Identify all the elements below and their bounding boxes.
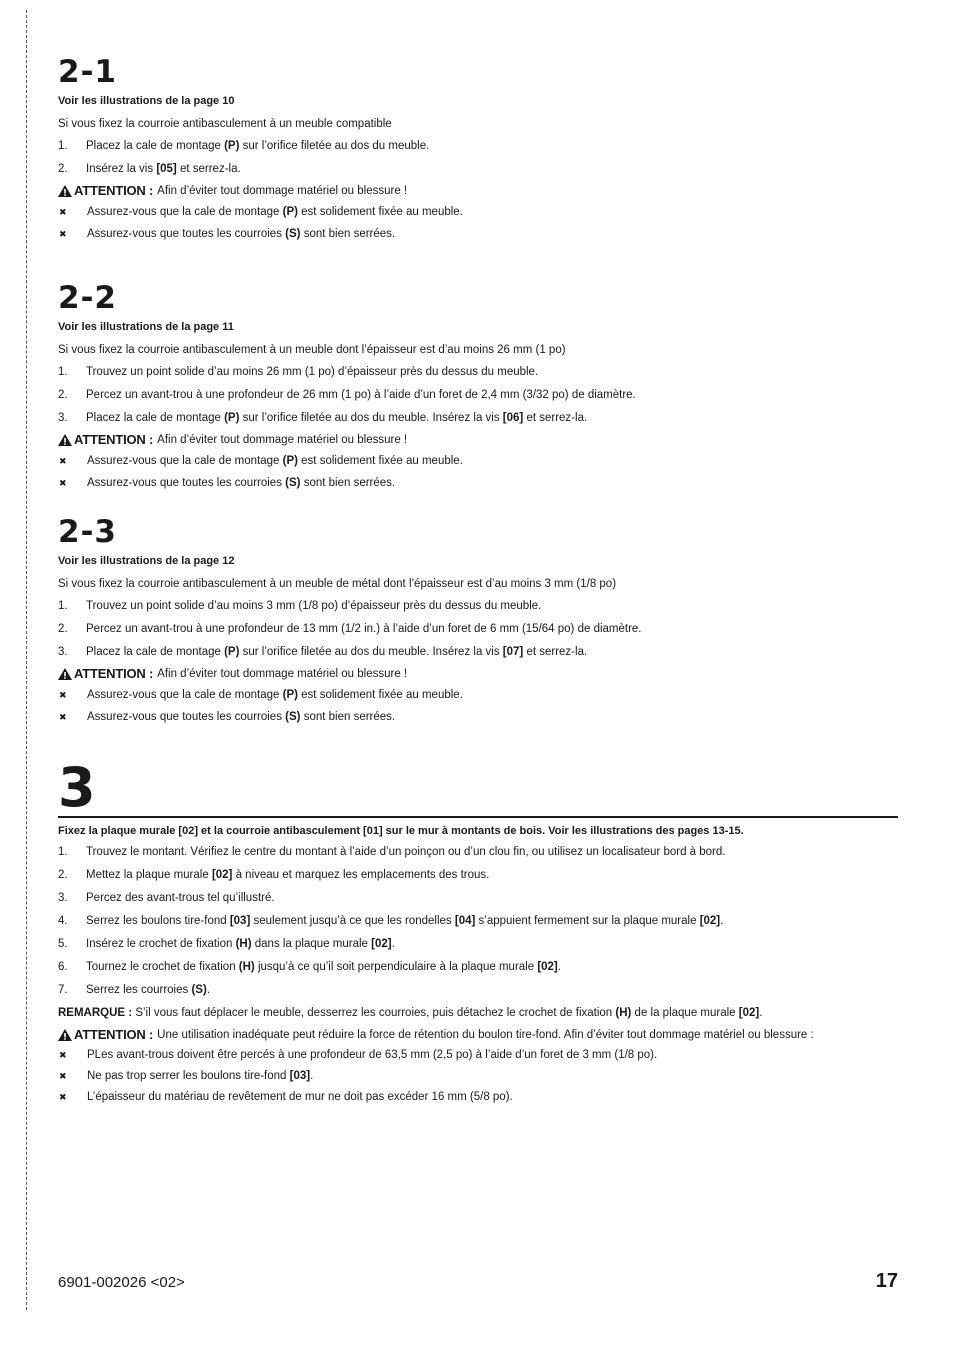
bullet-text: Assurez-vous que toutes les courroies (S) sont bien serrées. [87, 228, 396, 240]
attention-label: ATTENTION : [74, 432, 154, 447]
bullet-item [58, 1069, 898, 1083]
section-title: 3 [58, 756, 96, 819]
bullet-item [58, 1048, 898, 1062]
bullet-item [58, 227, 898, 241]
step-item [58, 868, 898, 882]
step-item [58, 599, 898, 613]
bullet-text: L’épaisseur du matériau de revêtement de mur ne doit pas excéder 16 mm (5/8 po). [87, 1091, 513, 1103]
attention-notice [58, 667, 898, 681]
warning-triangle-icon [58, 1029, 72, 1041]
step-text: Placez la cale de montage (P) sur l’orifice filetée au dos du meuble. Insérez la vis [06] et serrez-la. [86, 412, 588, 424]
bullet-item [58, 454, 898, 468]
step-text: Insérez le crochet de fixation (H) dans la plaque murale [02]. [86, 938, 395, 950]
step-number: 6. [58, 961, 68, 973]
bullet-item [58, 688, 898, 702]
section-title: 2-3 [58, 514, 118, 550]
attention-label: ATTENTION : [74, 666, 154, 681]
step-number: 3. [58, 892, 68, 904]
cross-bullet-icon: ✖ [59, 690, 67, 700]
step-item [58, 622, 898, 636]
step-text: Trouvez un point solide d’au moins 3 mm (1/8 po) d’épaisseur près du dessus du meuble. [86, 600, 542, 612]
step-number: 2. [58, 869, 68, 881]
step-number: 1. [58, 846, 68, 858]
step-text: Insérez la vis [05] et serrez-la. [86, 163, 241, 175]
section-2-1 [58, 54, 898, 241]
step-number: 7. [58, 984, 68, 996]
section-title: 2-2 [58, 280, 118, 316]
step-item [58, 162, 898, 176]
step-item [58, 891, 898, 905]
attention-notice [58, 433, 898, 447]
attention-text: Afin d’éviter tout dommage matériel ou blessure ! [157, 434, 408, 446]
step-item [58, 937, 898, 951]
section-intro: Si vous fixez la courroie antibasculement à un meuble dont l’épaisseur est d’au moins 26 mm (1 po) [58, 344, 566, 356]
step-number: 1. [58, 140, 68, 152]
section-subtitle: Voir les illustrations de la page 12 [58, 555, 235, 567]
step-text: Trouvez un point solide d’au moins 26 mm (1 po) d’épaisseur près du dessus du meuble. [86, 366, 539, 378]
attention-label: ATTENTION : [74, 1027, 154, 1042]
bullet-item [58, 476, 898, 490]
attention-text: Afin d’éviter tout dommage matériel ou blessure ! [157, 668, 408, 680]
section-title: 2-1 [58, 54, 118, 90]
step-number: 1. [58, 600, 68, 612]
step-number: 5. [58, 938, 68, 950]
step-item [58, 983, 898, 997]
step-text: Percez des avant-trous tel qu’illustré. [86, 892, 275, 904]
bullet-text: PLes avant-trous doivent être percés à une profondeur de 63,5 mm (2,5 po) à l’aide d’un foret de 3 mm (1/8 po). [87, 1049, 658, 1061]
step-text: Placez la cale de montage (P) sur l’orifice filetée au dos du meuble. Insérez la vis [07] et serrez-la. [86, 646, 588, 658]
bullet-text: Assurez-vous que la cale de montage (P) est solidement fixée au meuble. [87, 689, 463, 701]
attention-notice [58, 1028, 898, 1042]
bullet-text: Assurez-vous que la cale de montage (P) est solidement fixée au meuble. [87, 206, 463, 218]
section-subtitle: Fixez la plaque murale [02] et la courroie antibasculement [01] sur le mur à montants de bois. Voir les illustrations des pages 13-15. [58, 825, 744, 837]
cut-line [26, 10, 27, 1310]
step-text: Trouvez le montant. Vérifiez le centre du montant à l’aide d’un poinçon ou d’un clou fin, ou utilisez un localisateur bord à bord. [86, 846, 726, 858]
warning-triangle-icon [58, 668, 72, 680]
section-subtitle: Voir les illustrations de la page 11 [58, 321, 234, 333]
cross-bullet-icon: ✖ [59, 712, 67, 722]
cross-bullet-icon: ✖ [59, 1050, 67, 1060]
step-number: 4. [58, 915, 68, 927]
document-number: 6901-002026 <02> [58, 1274, 185, 1291]
section-2-3 [58, 514, 898, 724]
cross-bullet-icon: ✖ [59, 1092, 67, 1102]
step-number: 3. [58, 646, 68, 658]
step-item [58, 139, 898, 153]
attention-text: Afin d’éviter tout dommage matériel ou blessure ! [157, 185, 408, 197]
bullet-text: Assurez-vous que toutes les courroies (S) sont bien serrées. [87, 711, 396, 723]
step-text: Serrez les boulons tire-fond [03] seulement jusqu’à ce que les rondelles [04] s’appuient fermement sur la plaque murale [02]. [86, 915, 724, 927]
step-text: Serrez les courroies (S). [86, 984, 211, 996]
cross-bullet-icon: ✖ [59, 1071, 67, 1081]
step-number: 1. [58, 366, 68, 378]
step-item [58, 365, 898, 379]
page-number: 17 [875, 1270, 898, 1292]
note-text: REMARQUE : S’il vous faut déplacer le meuble, desserrez les courroies, puis détachez le crochet de fixation (H) de la plaque murale [02]. [58, 1007, 763, 1019]
bullet-text: Assurez-vous que toutes les courroies (S) sont bien serrées. [87, 477, 396, 489]
step-item [58, 388, 898, 402]
attention-text: Une utilisation inadéquate peut réduire la force de rétention du boulon tire-fond. Afin d’éviter tout dommage matériel ou blessure : [157, 1029, 814, 1041]
section-intro: Si vous fixez la courroie antibasculement à un meuble compatible [58, 118, 392, 130]
step-number: 2. [58, 163, 68, 175]
step-text: Mettez la plaque murale [02] à niveau et marquez les emplacements des trous. [86, 869, 490, 881]
section-3 [58, 756, 898, 1104]
step-number: 2. [58, 623, 68, 635]
step-text: Percez un avant-trou à une profondeur de 13 mm (1/2 in.) à l’aide d’un foret de 6 mm (15/64 po) de diamètre. [86, 623, 642, 635]
warning-triangle-icon [58, 434, 72, 446]
section-divider [58, 816, 898, 818]
note-label: REMARQUE : [58, 1007, 133, 1019]
cross-bullet-icon: ✖ [59, 229, 67, 239]
bullet-text: Assurez-vous que la cale de montage (P) est solidement fixée au meuble. [87, 455, 463, 467]
step-item [58, 914, 898, 928]
step-number: 2. [58, 389, 68, 401]
attention-label: ATTENTION : [74, 183, 154, 198]
cross-bullet-icon: ✖ [59, 456, 67, 466]
cross-bullet-icon: ✖ [59, 207, 67, 217]
step-item [58, 960, 898, 974]
section-2-2 [58, 280, 898, 490]
bullet-item [58, 205, 898, 219]
step-text: Tournez le crochet de fixation (H) jusqu’à ce qu’il soit perpendiculaire à la plaque murale [02]. [86, 961, 561, 973]
step-text: Placez la cale de montage (P) sur l’orifice filetée au dos du meuble. [86, 140, 430, 152]
section-subtitle: Voir les illustrations de la page 10 [58, 95, 235, 107]
bullet-item [58, 1090, 898, 1104]
step-item [58, 845, 898, 859]
bullet-text: Ne pas trop serrer les boulons tire-fond [03]. [87, 1070, 314, 1082]
step-text: Percez un avant-trou à une profondeur de 26 mm (1 po) à l’aide d’un foret de 2,4 mm (3/32 po) de diamètre. [86, 389, 636, 401]
step-item [58, 411, 898, 425]
bullet-item [58, 710, 898, 724]
step-number: 3. [58, 412, 68, 424]
section-intro: Si vous fixez la courroie antibasculement à un meuble de métal dont l’épaisseur est d’au moins 3 mm (1/8 po) [58, 578, 617, 590]
step-item [58, 645, 898, 659]
warning-triangle-icon [58, 185, 72, 197]
cross-bullet-icon: ✖ [59, 478, 67, 488]
attention-notice [58, 184, 898, 198]
